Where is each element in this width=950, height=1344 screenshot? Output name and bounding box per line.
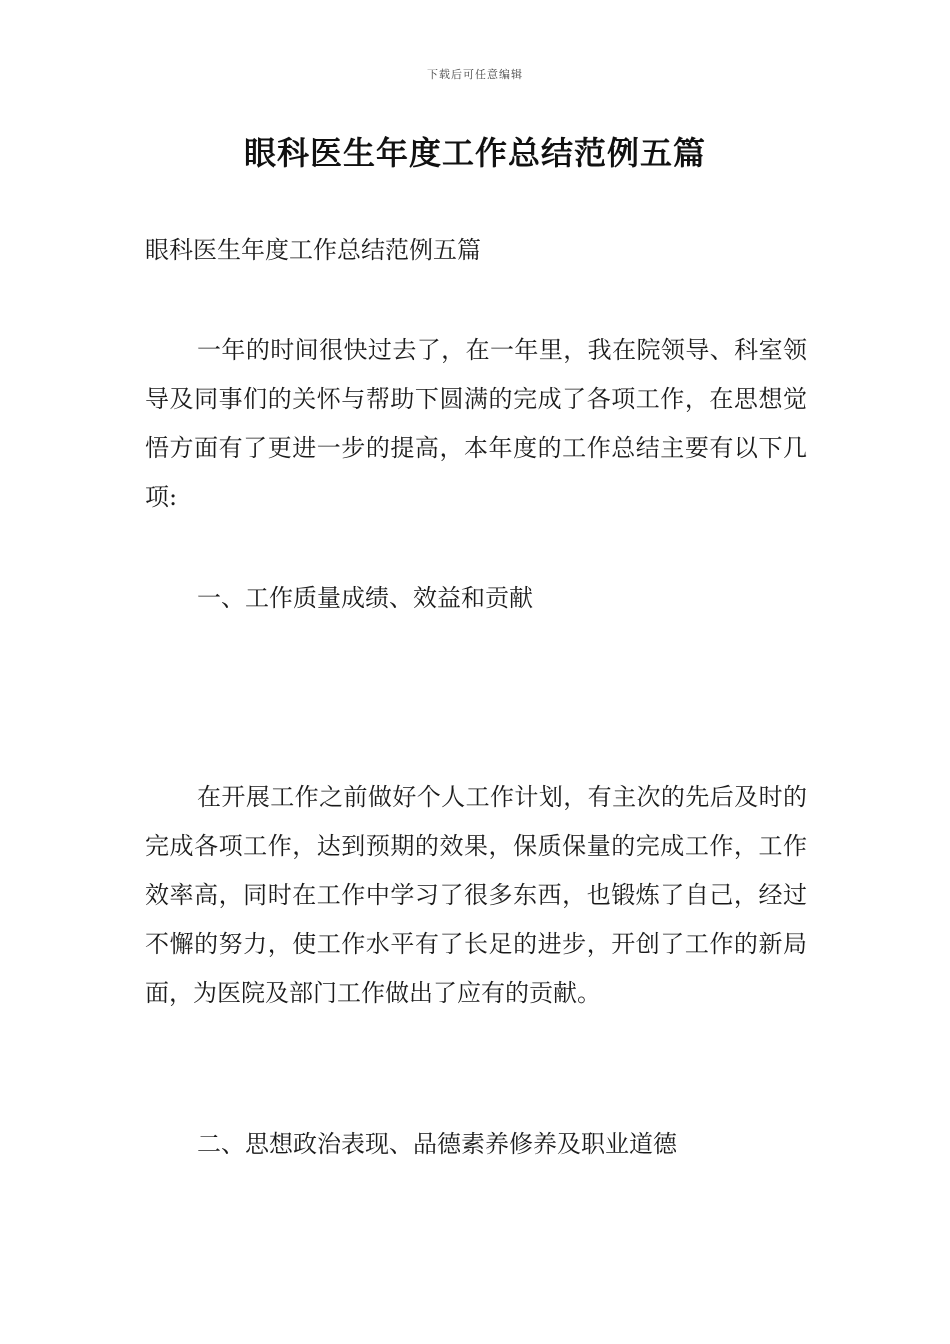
section-1-heading: 一、工作质量成绩、效益和贡献 bbox=[197, 584, 533, 612]
header-note: 下载后可任意编辑 bbox=[427, 68, 523, 81]
section-2-heading: 二、思想政治表现、品德素养修养及职业道德 bbox=[197, 1130, 677, 1158]
document-subtitle: 眼科医生年度工作总结范例五篇 bbox=[145, 236, 481, 264]
section-1-paragraph: 在开展工作之前做好个人工作计划，有主次的先后及时的完成各项工作，达到预期的效果，保质保量的完成工作，工作效率高，同时在工作中学习了很多东西，也锻炼了自己，经过不懈的努力，使工作水平有了长足的进步，开创了工作的新局面，为医院及部门工作做出了应有的贡献。 bbox=[145, 783, 807, 1007]
intro-paragraph: 一年的时间很快过去了，在一年里，我在院领导、科室领导及同事们的关怀与帮助下圆满的完成了各项工作，在思想觉悟方面有了更进一步的提高，本年度的工作总结主要有以下几项: bbox=[145, 336, 807, 511]
page-title: 眼科医生年度工作总结范例五篇 bbox=[243, 134, 706, 172]
